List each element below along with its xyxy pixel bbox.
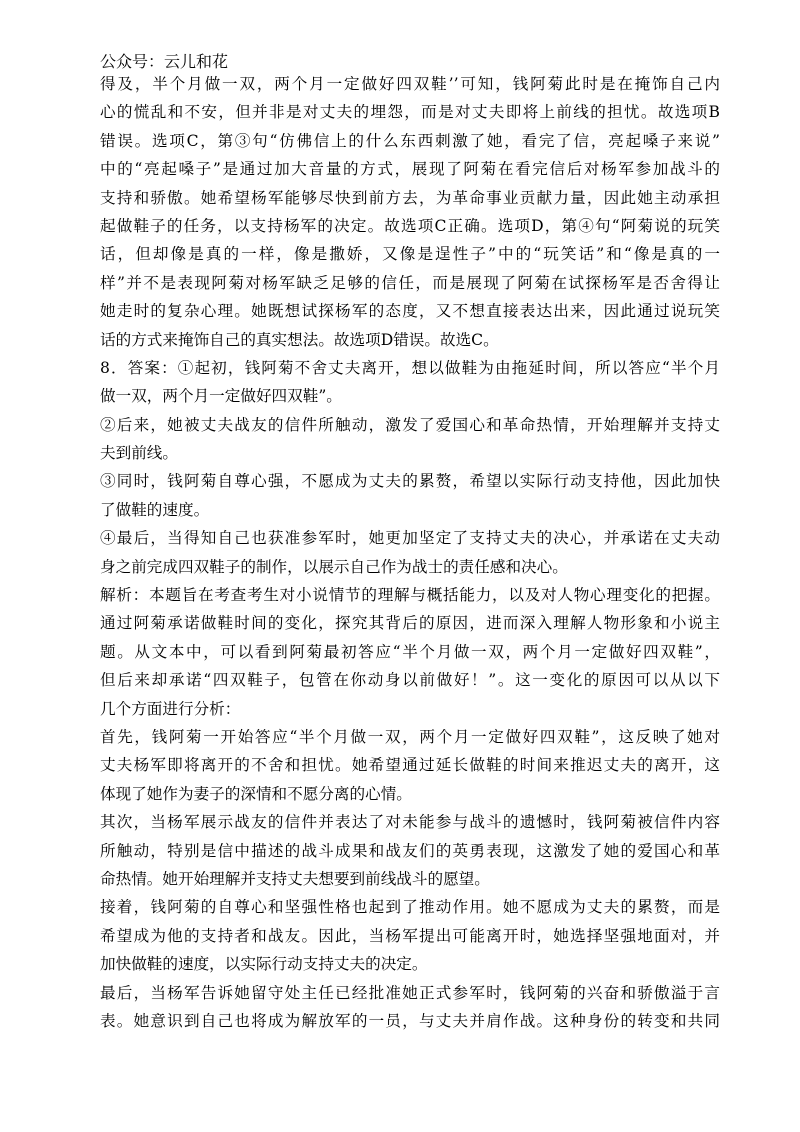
text-line: 她走时的复杂心理。她既想试探杨军的态度，又不想直接表达出来，因此通过说玩笑 <box>100 302 720 321</box>
text-line: 话的方式来掩饰自己的真实想法。故选项D错误。故选C。 <box>100 330 499 349</box>
text-line: 题。从文本中，可以看到阿菊最初答应“半个月做一双，两个月一定做好四双鞋”， <box>100 642 720 661</box>
text-line: 首先，钱阿菊一开始答应“半个月做一双，两个月一定做好四双鞋”，这反映了她对 <box>100 727 720 746</box>
text-line: 8．答案：①起初，钱阿菊不舍丈夫离开，想以做鞋为由拖延时间，所以答应“半个月 <box>100 358 720 377</box>
text-line: ④最后，当得知自己也获准参军时，她更加坚定了支持丈夫的决心，并承诺在丈夫动 <box>100 529 720 548</box>
text-line: 中的“亮起嗓子”是通过加大音量的方式，展现了阿菊在看完信后对杨军参加战斗的 <box>100 160 720 179</box>
text-line: 命热情。她开始理解并支持丈夫想要到前线战斗的愿望。 <box>100 869 490 888</box>
text-line: 错误。选项C，第③句“仿佛信上的什么东西刺激了她，看完了信，亮起嗓子来说” <box>100 131 720 150</box>
text-line: 几个方面进行分析： <box>100 699 241 718</box>
text-line: 加快做鞋的速度，以实际行动支持丈夫的决定。 <box>100 955 428 974</box>
text-line: 希望成为他的支持者和战友。因此，当杨军提出可能离开时，她选择坚强地面对，并 <box>100 926 720 945</box>
text-line: 解析：本题旨在考查考生对小说情节的理解与概括能力，以及对人物心理变化的把握。 <box>100 586 720 605</box>
body-text <box>100 70 720 1035</box>
text-line: 通过阿菊承诺做鞋时间的变化，探究其背后的原因，进而深入理解人物形象和小说主 <box>100 614 720 633</box>
text-line: 话，但却像是真的一样，像是撒娇，又像是逞性子”中的“玩笑话”和“像是真的一 <box>100 245 720 264</box>
text-line: 起做鞋子的任务，以支持杨军的决定。故选项C正确。选项D，第④句“阿菊说的玩笑 <box>100 216 720 235</box>
text-line: 身之前完成四双鞋子的制作，以展示自己作为战士的责任感和决心。 <box>100 557 568 576</box>
text-line: 体现了她作为妻子的深情和不愿分离的心情。 <box>100 784 412 803</box>
text-line: 接着，钱阿菊的自尊心和坚强性格也起到了推动作用。她不愿成为丈夫的累赘，而是 <box>100 898 720 917</box>
text-line: 得及，半个月做一双，两个月一定做好四双鞋’’可知，钱阿菊此时是在掩饰自己内 <box>100 75 720 93</box>
text-line: 了做鞋的速度。 <box>100 500 210 519</box>
text-line: 心的慌乱和不安，但并非是对丈夫的埋怨，而是对丈夫即将上前线的担忧。故选项B <box>100 103 720 122</box>
text-line: ③同时，钱阿菊自尊心强，不愿成为丈夫的累赘，希望以实际行动支持他，因此加快 <box>100 472 720 491</box>
text-line: 最后，当杨军告诉她留守处主任已经批准她正式参军时，钱阿菊的兴奋和骄傲溢于言 <box>100 983 720 1002</box>
text-line: 支持和骄傲。她希望杨军能够尽快到前方去，为革命事业贡献力量，因此她主动承担 <box>100 188 720 207</box>
text-line: 做一双，两个月一定做好四双鞋”。 <box>100 387 342 406</box>
text-line: ②后来，她被丈夫战友的信件所触动，激发了爱国心和革命热情，开始理解并支持丈 <box>100 415 720 434</box>
text-line: 样”并不是表现阿菊对杨军缺乏足够的信任，而是展现了阿菊在试探杨军是否舍得让 <box>100 273 720 292</box>
text-line: 所触动，特别是信中描述的战斗成果和战友们的英勇表现，这激发了她的爱国心和革 <box>100 841 720 860</box>
text-line: 表。她意识到自己也将成为解放军的一员，与丈夫并肩作战。这种身份的转变和共同 <box>100 1011 720 1030</box>
text-line: 丈夫杨军即将离开的不舍和担忧。她希望通过延长做鞋的时间来推迟丈夫的离开，这 <box>100 756 720 775</box>
page-header-account: 公众号：云儿和花 <box>100 52 229 71</box>
text-line: 其次，当杨军展示战友的信件并表达了对未能参与战斗的遗憾时，钱阿菊被信件内容 <box>100 813 720 832</box>
text-line: 但后来却承诺“四双鞋子，包管在你动身以前做好！”。这一变化的原因可以从以下 <box>100 671 720 690</box>
text-line: 夫到前线。 <box>100 444 178 463</box>
